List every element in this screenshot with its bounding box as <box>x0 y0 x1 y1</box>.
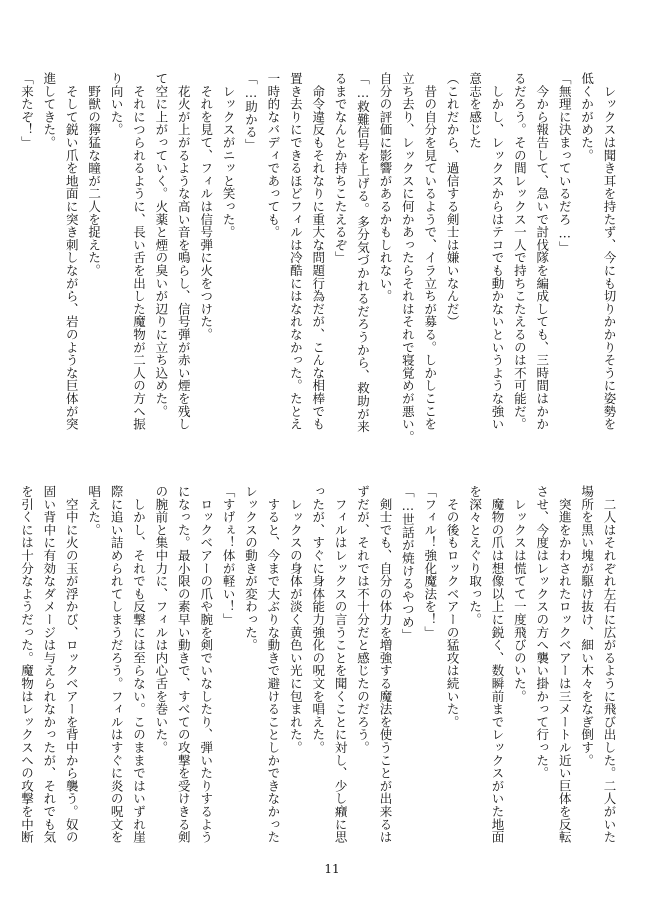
text-line: になった。最小限の素早い動きで、すべての攻撃を受けきる剣 <box>176 485 192 844</box>
text-line: レックスは慌てて一度飛びのいた。 <box>512 485 528 703</box>
text-line: しかし、それでも反撃には至らない。このままではいずれ崖 <box>131 485 147 844</box>
text-line: すると、今まで大ぶりな動きで避けることしかできなかった <box>265 485 281 844</box>
text-line: 際に追い詰められてしまうだろう。フィルはすぐに炎の呪文を <box>109 485 125 844</box>
text-line: ずだが、それでは不十分だと感じたのだろう。 <box>355 485 371 754</box>
text-line: 「…助かる」 <box>243 72 259 152</box>
page-number: 11 <box>324 862 340 876</box>
text-line: 花火が上がるような高い音を鳴らし、信号弾が赤い煙を残し <box>176 72 192 431</box>
text-line: 「無理に決まっているだろ…」 <box>557 72 573 254</box>
text-line: フィルはレックスの言うことを聞くことに対し、少し癪に思 <box>333 485 349 844</box>
text-line: 「…世話が焼けるやつめ」 <box>400 485 416 642</box>
text-line: 命令違反もそれなりに重大な問題行為だが、こんな相棒でも <box>310 72 326 431</box>
text-line: レックスの身体が淡く黄色い光に包まれた。 <box>288 485 304 754</box>
text-line: 今から報告して、急いで討伐隊を編成しても、三時間はかか <box>534 72 550 431</box>
text-line: そして鋭い爪を地面に突き刺しながら、岩のような巨体が突 <box>64 72 80 431</box>
text-line: レックスがニッと笑った。 <box>221 72 237 239</box>
text-line: を深々とえぐり取った。 <box>467 485 483 626</box>
text-line: それを見て、フィルは信号弾に火をつけた。 <box>198 72 214 341</box>
text-line: しかし、レックスからはテコでも動かないというような強い <box>489 72 505 431</box>
text-line: 野獣の獰猛な瞳が二人を捉えた。 <box>86 72 102 277</box>
text-line: レックスの動きが変わった。 <box>243 485 259 652</box>
text-line: それにつられるように、長い舌を出した魔物が二人の方へ振 <box>131 72 147 431</box>
text-line: 場所を黒い塊が駆け抜け、細い木々をなぎ倒す。 <box>579 485 595 767</box>
text-line: 突進をかわされたロックベアーは三メートル近い巨体を反転 <box>557 485 573 844</box>
text-line: の腕前と集中力に、フィルは内心舌を巻いた。 <box>153 485 169 754</box>
text-line: 唱えた。 <box>86 485 102 537</box>
text-line: 置き去りにできるほどフィルは冷酷にはなれなかった。たとえ <box>288 72 304 431</box>
text-line: その後もロックベアーの猛攻は続いた。 <box>445 485 461 729</box>
text-line: 「…救難信号を上げる。多分気づかれるだろうから、救助が来 <box>355 72 371 433</box>
text-line: 進してきた。 <box>41 72 57 149</box>
text-line: るだろう。その間レックス一人で持ちこたえるのは不可能だ。 <box>512 72 528 431</box>
text-block-top <box>19 72 620 470</box>
text-line: ロックベアーの爪や腕を剣でいなしたり、弾いたりするよう <box>198 485 214 844</box>
text-line: 剣士でも、自分の体力を増強する魔法を使うことが出来るは <box>377 485 393 844</box>
text-line: 昔の自分を見ているようで、イラ立ちが募る。しかしここを <box>422 72 438 431</box>
text-line: 一時的なバディであっても。 <box>265 72 281 239</box>
text-line: 低くかがめた。 <box>579 72 595 162</box>
text-line: させ、今度はレックスの方へ襲い掛かって行った。 <box>534 485 550 780</box>
text-line: 「来たぞ！」 <box>19 72 35 149</box>
text-line: 二人はそれぞれ左右に広がるように飛び出した。二人がいた <box>602 485 617 844</box>
text-line: を引くには十分なようだった。魔物はレックスへの攻撃を中断 <box>19 485 35 844</box>
text-line: 「すげぇ！体が軽い！」 <box>221 485 237 626</box>
text-line: 魔物の爪は想像以上に鋭く、数瞬前までレックスがいた地面 <box>489 485 505 844</box>
text-line: 固い背中に有効なダメージは与えられなかったが、それでも気 <box>41 485 57 844</box>
text-block-bottom <box>19 485 620 845</box>
text-line: 意志を感じた <box>467 72 483 149</box>
text-line: ったが、すぐに身体能力強化の呪文を唱えた。 <box>310 485 326 754</box>
text-line: 立ち去り、レックスに何かあったらそれはそれで寝覚めが悪い。 <box>400 72 416 444</box>
text-line: り向いた。 <box>109 72 125 136</box>
text-line: 「フィル！強化魔法を！」 <box>422 485 438 639</box>
text-line: 自分の評価に影響があるかもしれない。 <box>377 72 393 303</box>
text-line: るまでなんとか持ちこたえるぞ」 <box>333 72 349 264</box>
text-line: （これだから、過信する剣士は嫌いなんだ） <box>445 72 461 328</box>
text-line: て空に上がっていく。火薬と煙の臭いが辺りに立ち込めた。 <box>153 72 169 418</box>
text-line: 空中に火の玉が浮かび、ロックベアーを背中から襲う。奴の <box>64 485 80 844</box>
text-line: レックスは聞き耳を持たず、今にも切りかかりそうに姿勢を <box>602 72 617 431</box>
